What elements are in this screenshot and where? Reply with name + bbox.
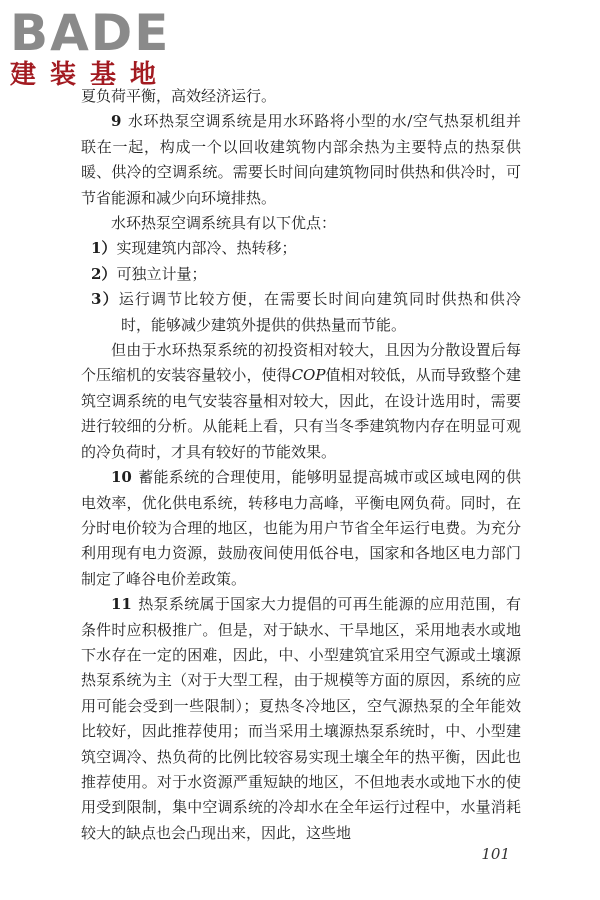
paragraph-9 <box>81 109 521 211</box>
paragraph-10-text: 蓄能系统的合理使用，能够明显提高城市或区域电网的供电效率，优化供电系统，转移电力高峰，平衡电网负荷。同时，在分时电价较为合理的地区，也能为用户节省全年运行电费。为充分利用现有电力资源，鼓励夜间使用低谷电，国家和各地区电力部门制定了峰谷电价差政策。 <box>81 468 521 588</box>
page-body <box>81 84 521 846</box>
paragraph-drawbacks <box>81 338 521 465</box>
paragraph-9-text: 水环热泵空调系统是用水环路将小型的水/空气热泵机组并联在一起，构成一个以回收建筑物内部余热为主要特点的热泵供暖、供冷的空调系统。需要长时间向建筑物同时供热和供冷时，可节省能源和减少向环境排热。 <box>81 112 521 207</box>
list-item-text: 可独立计量； <box>116 264 207 283</box>
paragraph-continuation: 夏负荷平衡，高效经济运行。 <box>81 87 277 105</box>
drawbacks-text-a: 但由于水环热泵系统的初投资相对较大，且因为分散设置后每个压缩机的安装容量较小，使得 <box>81 341 521 385</box>
list-item-marker: 1） <box>91 239 117 258</box>
section-number-10: 10 <box>111 468 132 487</box>
list-item <box>81 236 521 261</box>
list-item <box>81 287 521 338</box>
page-number: 101 <box>481 845 510 863</box>
logo-wordmark: BADE <box>10 4 171 62</box>
paragraph-10 <box>81 465 521 592</box>
list-item-text: 实现建筑内部冷、热转移； <box>116 239 297 258</box>
advantages-intro: 水环热泵空调系统具有以下优点： <box>111 214 337 233</box>
section-number-9: 9 <box>111 112 122 131</box>
list-item-text: 运行调节比较方便，在需要长时间向建筑同时供热和供冷时，能够减少建筑外提供的供热量而节能。 <box>118 290 521 334</box>
list-item <box>81 262 521 287</box>
cop-term: COP <box>291 366 326 385</box>
bade-logo <box>10 4 185 90</box>
logo-chinese-name: 建装基地 <box>10 60 171 90</box>
drawbacks-text-b: 值相对较低，从而导致整个建筑空调系统的电气安装容量相对较大，因此，在设计选用时，需要进行较细的分析。从能耗上看，只有当冬季建筑物内存在明显可观的冷负荷时，才具有较好的节能效果。 <box>81 366 521 461</box>
list-item-marker: 2） <box>91 264 117 283</box>
paragraph-11 <box>81 592 521 846</box>
section-number-11: 11 <box>111 595 132 614</box>
list-item-marker: 3） <box>91 290 119 309</box>
paragraph-11-text: 热泵系统属于国家大力提倡的可再生能源的应用范围，有条件时应积极推广。但是，对于缺水、干旱地区，采用地表水或地下水存在一定的困难，因此，中、小型建筑宜采用空气源或土壤源热泵系统为主（对于大型工程，由于规模等方面的原因，系统的应用可能会受到一些限制）；夏热冬冷地区，空气源热泵的全年能效比较好，因此推荐使用；而当采用土壤源热泵系统时，中、小型建筑空调冷、热负荷的比例比较容易实现土壤全年的热平衡，因此也推荐使用。对于水资源严重短缺的地区，不但地表水或地下水的使用受到限制，集中空调系统的冷却水在全年运行过程中，水量消耗较大的缺点也会凸现出来，因此，这些地 <box>81 595 521 842</box>
